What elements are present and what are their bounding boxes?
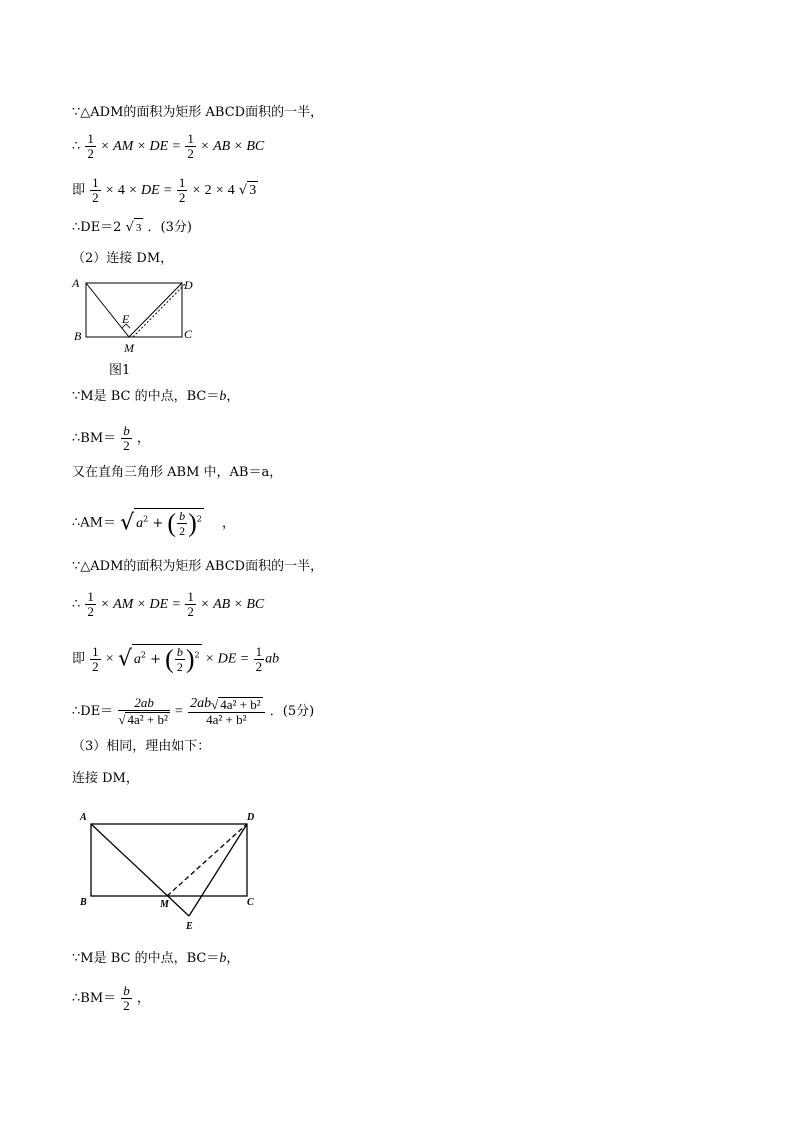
fraction: $\frac{\text{2ab√ 4a² + b²}}{\text{4a² + b²}}$ bbox=[188, 696, 265, 727]
text-line bbox=[72, 104, 323, 122]
fraction: $\frac{1}{2}$ bbox=[87, 131, 94, 161]
equation-line: ∴ $\frac{1}{2}$ × AM × DE = $\frac{1}{2}$ × AB × BC bbox=[72, 131, 265, 161]
fraction: $\frac{1}{2}$ bbox=[187, 131, 194, 161]
label-d: D bbox=[184, 278, 193, 292]
label-e: E bbox=[186, 921, 193, 932]
equation-line: ∴AM＝ √ $a^2$ + ( $\frac{b}{2}$ )$^2$ ， bbox=[72, 508, 236, 538]
square-root: √ $a^2$ + ( $\frac{b}{2}$ )$^2$ bbox=[117, 644, 200, 674]
equation-line: ∴DE＝ $\frac{2ab}{\text{√ 4a² + b²}}$ = $\frac{\text{2ab√ 4a² + b²}}{\text{4a² + b²}}$ ．(5分) bbox=[72, 695, 315, 727]
fraction: $\frac{1}{2}$ bbox=[87, 589, 94, 619]
square-root: √ $a^2$ + ( $\frac{b}{2}$ )$^2$ bbox=[120, 508, 202, 538]
label-a: A bbox=[80, 812, 87, 823]
label-b: B bbox=[74, 329, 82, 343]
label-b: B bbox=[80, 897, 87, 908]
text-line: 连接 DM， bbox=[72, 771, 139, 786]
fraction: $\frac{b}{2}$ bbox=[123, 423, 130, 453]
figure-2 bbox=[74, 808, 270, 934]
equation-line: 即 $\frac{1}{2}$ × √ $a^2$ + ( $\frac{b}{2}$ )$^2$ × DE = $\frac{1}{2}$ ab bbox=[72, 643, 280, 674]
fraction: $\frac{b}{2}$ bbox=[123, 983, 130, 1013]
figure-caption: 图1 bbox=[109, 363, 131, 378]
section-heading: （2）连接 DM， bbox=[72, 251, 174, 266]
fraction: $\frac{1}{2}$ bbox=[178, 175, 186, 205]
text-line: ∵△ADM的面积为矩形 ABCD面积的一半， bbox=[72, 559, 324, 574]
segment-ae bbox=[91, 824, 189, 916]
label-e: E bbox=[122, 312, 130, 326]
equation-line: ∴BM＝ $\frac{b}{2}$ ， bbox=[72, 983, 150, 1013]
square-root: √ 3 bbox=[238, 183, 257, 198]
therefore-sign: ∴ bbox=[72, 139, 81, 154]
text-line: ∴DE＝2 √ 3 ．(3分) bbox=[72, 220, 192, 235]
text-line: ∵M是 BC 的中点，BC＝b， bbox=[72, 389, 240, 404]
fraction: $\frac{1}{2}$ bbox=[92, 643, 99, 674]
section-heading: （3）相同，理由如下： bbox=[72, 739, 211, 754]
square-root: √ 3 bbox=[125, 220, 142, 235]
segment-me bbox=[129, 283, 182, 337]
fraction: $\frac{2ab}{\text{√ 4a² + b²}}$ bbox=[118, 695, 168, 727]
label-a: A bbox=[72, 276, 80, 290]
rectangle-abcd bbox=[86, 283, 182, 337]
label-m: M bbox=[124, 341, 134, 355]
fraction: $\frac{1}{2}$ bbox=[255, 643, 263, 674]
equation-line: 即 $\frac{1}{2}$ × 4 × DE = $\frac{1}{2}$ × 2 × 4 √ 3 bbox=[72, 175, 257, 205]
equation-line: ∴ $\frac{1}{2}$ × AM × DE = $\frac{1}{2}$ × AB × BC bbox=[72, 589, 265, 619]
fraction: $\frac{1}{2}$ bbox=[187, 589, 194, 619]
label-d: D bbox=[247, 812, 255, 823]
label-c: C bbox=[184, 327, 193, 341]
fraction: $\frac{1}{2}$ bbox=[92, 175, 99, 205]
figure-1 bbox=[70, 274, 210, 356]
text-line: ∵M是 BC 的中点，BC＝b， bbox=[72, 951, 240, 966]
segment-dm-dashed bbox=[167, 824, 247, 896]
statement: ∵△ADM的面积为矩形 ABCD面积的一半， bbox=[72, 105, 324, 120]
segment-ed bbox=[189, 824, 247, 916]
segment-am bbox=[86, 283, 129, 337]
text-line: 又在直角三角形 ABM 中，AB＝a， bbox=[72, 465, 283, 480]
label-m: M bbox=[160, 899, 169, 910]
label-c: C bbox=[247, 897, 254, 908]
equation-line: ∴BM＝ $\frac{b}{2}$ ， bbox=[72, 423, 150, 453]
segment-dm-dotted bbox=[133, 283, 186, 337]
